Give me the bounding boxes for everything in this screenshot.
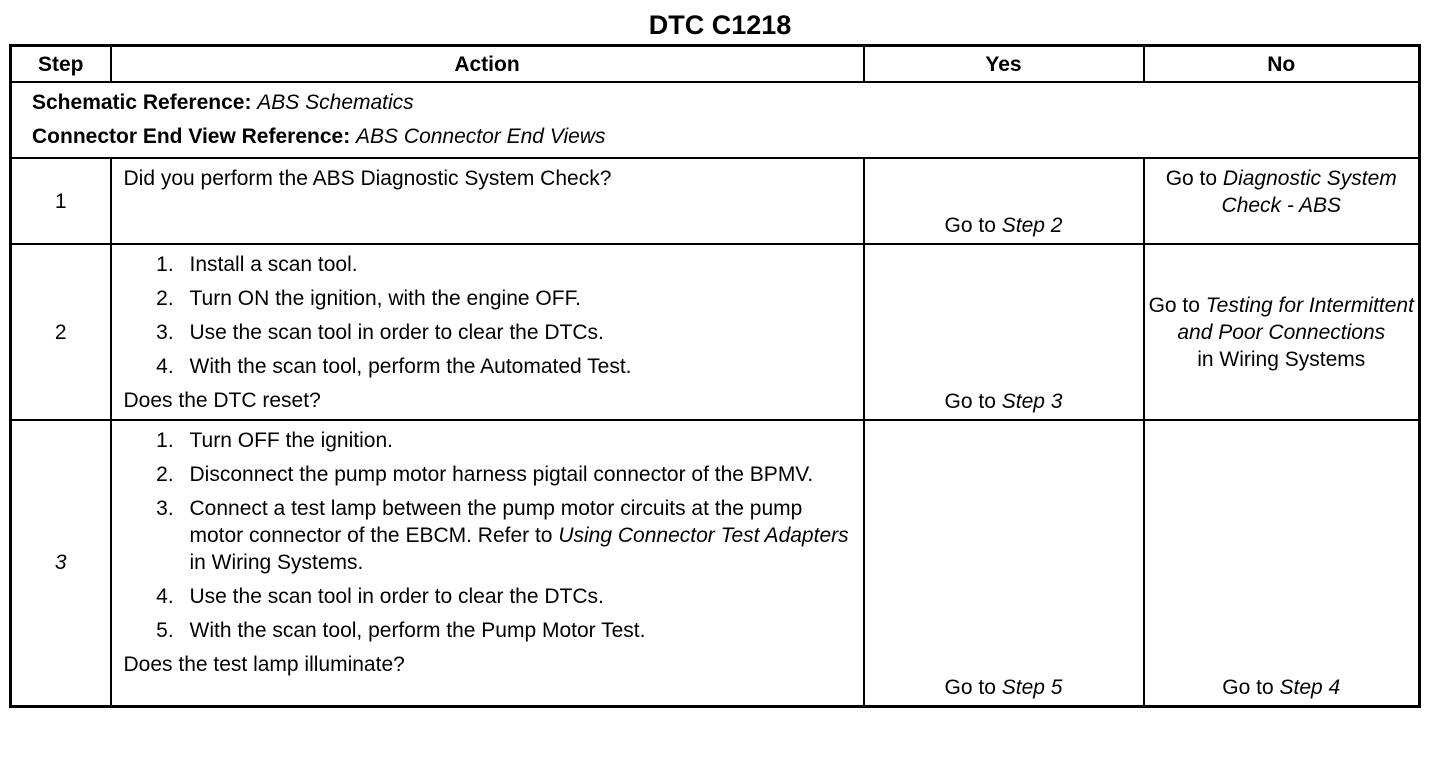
table-row xyxy=(11,420,1420,706)
connector-adapters-link[interactable]: Using Connector Test Adapters xyxy=(558,524,849,547)
yes-cell xyxy=(864,420,1144,706)
no-cell xyxy=(1144,420,1420,706)
no-link[interactable]: Step 4 xyxy=(1279,675,1341,699)
connector-reference-label: Connector End View Reference: xyxy=(32,125,351,148)
yes-link[interactable]: Step 5 xyxy=(1001,675,1063,699)
action-list xyxy=(124,427,851,644)
connector-reference-link[interactable]: ABS Connector End Views xyxy=(356,125,606,148)
schematic-reference-link[interactable]: ABS Schematics xyxy=(257,91,414,114)
action-item: 5. With the scan tool, perform the Pump Motor Test. xyxy=(180,617,851,644)
yes-prefix: Go to xyxy=(944,390,996,413)
header-yes: Yes xyxy=(864,46,1144,83)
no-suffix: in Wiring Systems xyxy=(1197,347,1366,371)
action-question: Does the test lamp illuminate? xyxy=(123,653,405,676)
no-cell xyxy=(1144,244,1420,420)
yes-link[interactable]: Step 3 xyxy=(1001,390,1063,413)
action-item-text: Connect a test lamp between the pump motor circuits at the pump motor connector of the EBCM. Refer to xyxy=(189,497,803,547)
step-number: 3 xyxy=(11,420,111,706)
action-item: 2. Turn ON the ignition, with the engine OFF. xyxy=(180,285,851,312)
header-row xyxy=(11,46,1420,83)
step-number: 2 xyxy=(11,244,111,420)
no-cell xyxy=(1144,158,1420,244)
action-item: 4. With the scan tool, perform the Automated Test. xyxy=(180,353,851,380)
yes-link[interactable]: Step 2 xyxy=(1001,214,1063,237)
connector-reference xyxy=(32,120,1398,154)
step-number: 1 xyxy=(11,158,111,244)
no-prefix: Go to xyxy=(1165,167,1218,190)
action-question: Does the DTC reset? xyxy=(123,389,321,412)
no-prefix: Go to xyxy=(1148,293,1200,317)
action-cell xyxy=(111,158,864,244)
schematic-reference xyxy=(32,86,1398,120)
page-title: DTC C1218 xyxy=(648,10,792,40)
diagnostic-table xyxy=(9,44,1421,708)
table-row xyxy=(11,244,1420,420)
action-cell xyxy=(111,420,864,706)
no-link[interactable]: Diagnostic System Check - ABS xyxy=(1221,167,1397,217)
yes-prefix: Go to xyxy=(944,214,996,237)
no-prefix: Go to xyxy=(1222,675,1274,699)
no-link[interactable]: Testing for Intermittent and Poor Connections xyxy=(1177,293,1414,344)
action-list xyxy=(124,251,851,380)
action-item: 1. Turn OFF the ignition. xyxy=(180,427,851,454)
action-item: 1. Install a scan tool. xyxy=(180,251,851,278)
reference-cell xyxy=(11,82,1420,158)
action-item: 2. Disconnect the pump motor harness pigtail connector of the BPMV. xyxy=(180,461,851,488)
yes-prefix: Go to xyxy=(944,675,996,699)
action-item-suffix: in Wiring Systems. xyxy=(189,551,364,574)
action-item: 3. Use the scan tool in order to clear the DTCs. xyxy=(180,319,851,346)
action-item: 4. Use the scan tool in order to clear the DTCs. xyxy=(180,583,851,610)
action-item xyxy=(180,495,851,576)
header-action: Action xyxy=(111,46,864,83)
action-question: Did you perform the ABS Diagnostic System Check? xyxy=(123,167,612,190)
table-row xyxy=(11,158,1420,244)
header-no: No xyxy=(1144,46,1420,83)
yes-cell xyxy=(864,244,1144,420)
header-step: Step xyxy=(11,46,111,83)
schematic-reference-label: Schematic Reference: xyxy=(32,91,252,114)
reference-row xyxy=(11,82,1420,158)
action-cell xyxy=(111,244,864,420)
yes-cell xyxy=(864,158,1144,244)
